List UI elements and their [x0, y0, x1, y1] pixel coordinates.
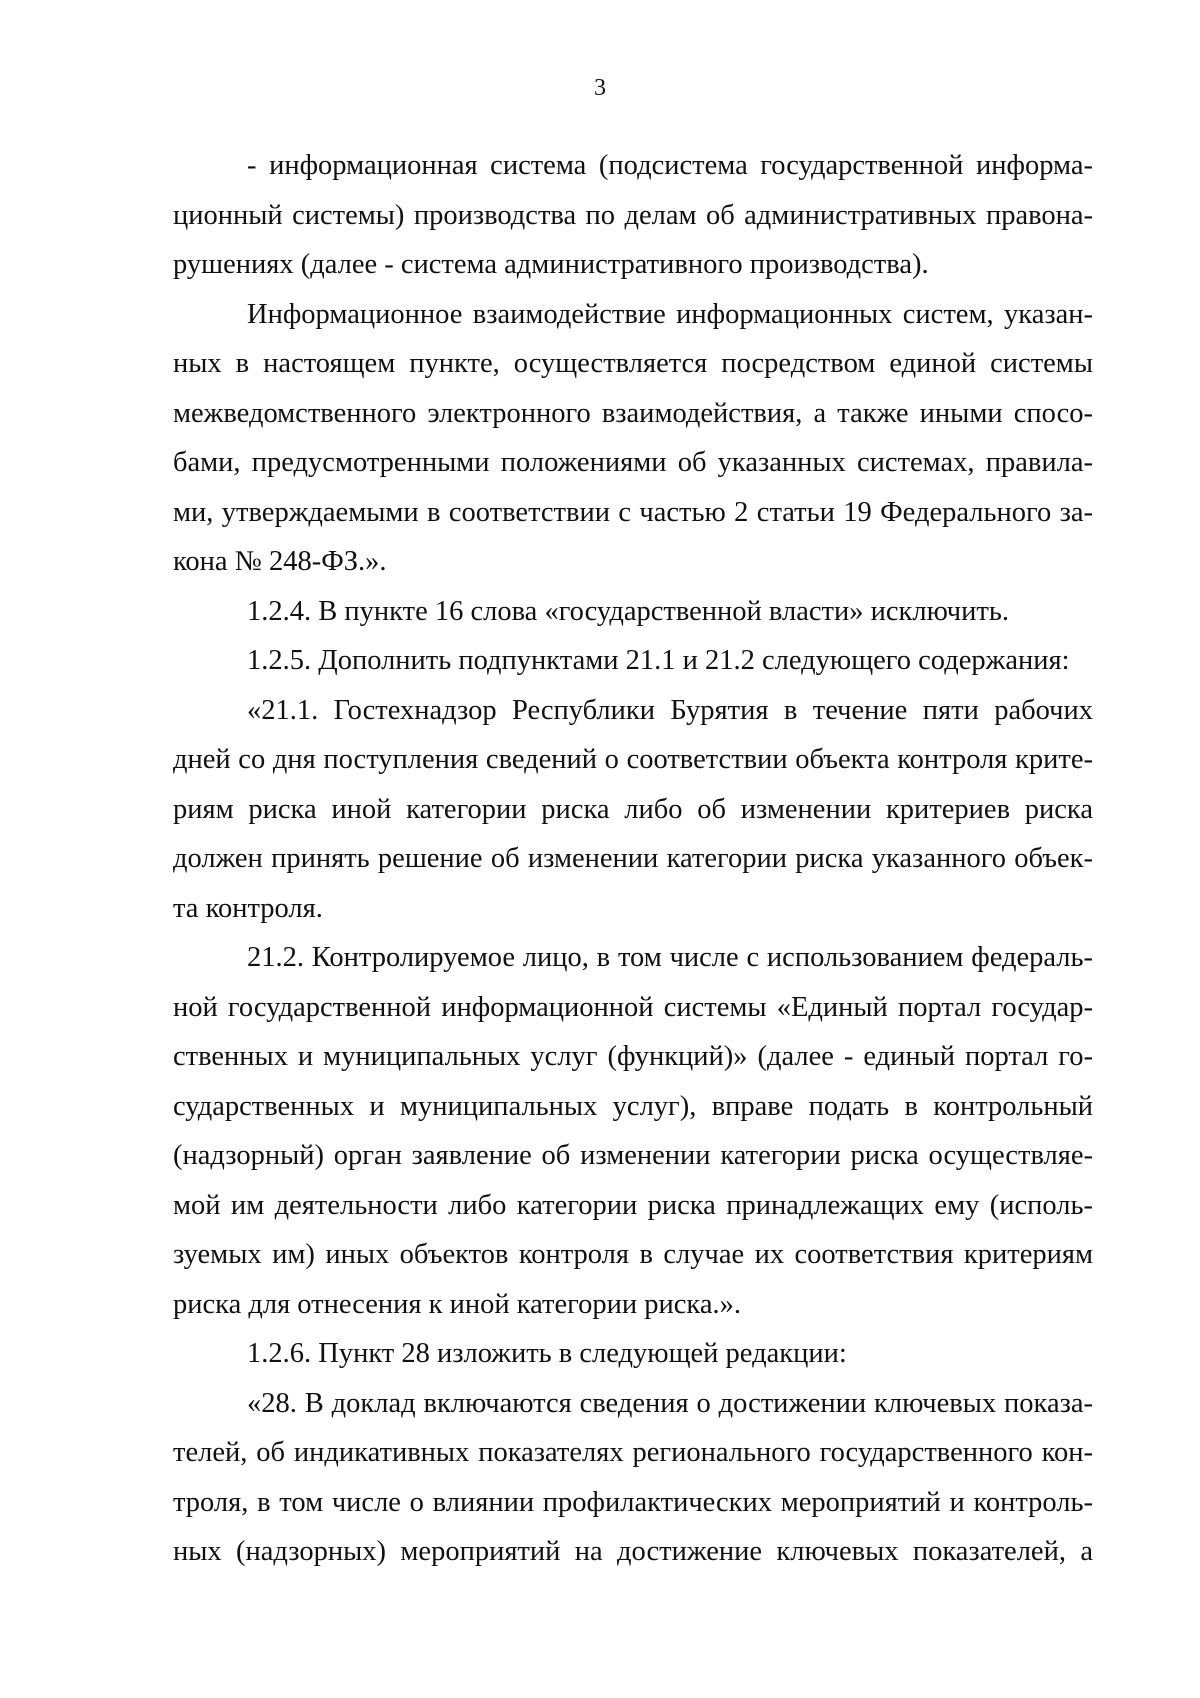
text-line: бами, предусмотренными положениями об указанных системах, правила-: [173, 447, 1093, 478]
text-line: телей, об индикативных показателях регионального государственного кон-: [173, 1437, 1093, 1468]
text-line: дней со дня поступления сведений о соответствии объекта контроля крите-: [173, 744, 1093, 775]
text-line: риям риска иной категории риска либо об изменении критериев риска: [173, 793, 1093, 825]
text-line: ционный системы) производства по делам об административных правона-: [173, 199, 1093, 231]
text-line: ственных и муниципальных услуг (функций)» (далее - единый портал го-: [173, 1041, 1093, 1072]
text-line: риска для отнесения к иной категории риска.».: [173, 1288, 741, 1320]
text-line: 1.2.6. Пункт 28 изложить в следующей редакции:: [247, 1338, 847, 1369]
text-line: 1.2.4. В пункте 16 слова «государственной власти» исключить.: [247, 595, 1009, 627]
text-line: (надзорный) орган заявление об изменении категории риска осуществляе-: [173, 1140, 1093, 1171]
text-line: межведомственного электронного взаимодействия, а также иными спосо-: [173, 397, 1093, 429]
text-line: 21.2. Контролируемое лицо, в том числе с использованием федераль-: [247, 942, 1093, 973]
text-line: - информационная система (подсистема государственной информа-: [247, 150, 1093, 181]
text-line: та контроля.: [173, 892, 323, 924]
text-line: мой им деятельности либо категории риска принадлежащих ему (исполь-: [173, 1189, 1093, 1221]
text-line: троля, в том числе о влиянии профилактических мероприятий и контроль-: [173, 1486, 1093, 1518]
text-line: зуемых им) иных объектов контроля в случае их соответствия критериям: [173, 1239, 1093, 1270]
page-number: 3: [594, 75, 606, 101]
text-line: сударственных и муниципальных услуг), вправе подать в контрольный: [173, 1090, 1093, 1122]
text-line: кона № 248-ФЗ.».: [173, 546, 387, 577]
text-line: «21.1. Гостехнадзор Республики Бурятия в течение пяти рабочих: [247, 694, 1093, 726]
text-line: ми, утверждаемыми в соответствии с частью 2 статьи 19 Федерального за-: [173, 496, 1093, 528]
text-line: «28. В доклад включаются сведения о достижении ключевых показа-: [247, 1387, 1093, 1419]
text-line: рушениях (далее - система административного производства).: [173, 249, 929, 280]
document-body: [173, 141, 1093, 1577]
text-line: 1.2.5. Дополнить подпунктами 21.1 и 21.2 следующего содержания:: [247, 645, 1070, 676]
text-line: ной государственной информационной системы «Единый портал государ-: [173, 991, 1093, 1023]
text-line: ных в настоящем пункте, осуществляется посредством единой системы: [173, 348, 1093, 379]
text-line: ных (надзорных) мероприятий на достижение ключевых показателей, а: [173, 1536, 1093, 1567]
text-line: Информационное взаимодействие информационных систем, указан-: [247, 298, 1093, 330]
text-line: должен принять решение об изменении категории риска указанного объек-: [173, 843, 1093, 874]
